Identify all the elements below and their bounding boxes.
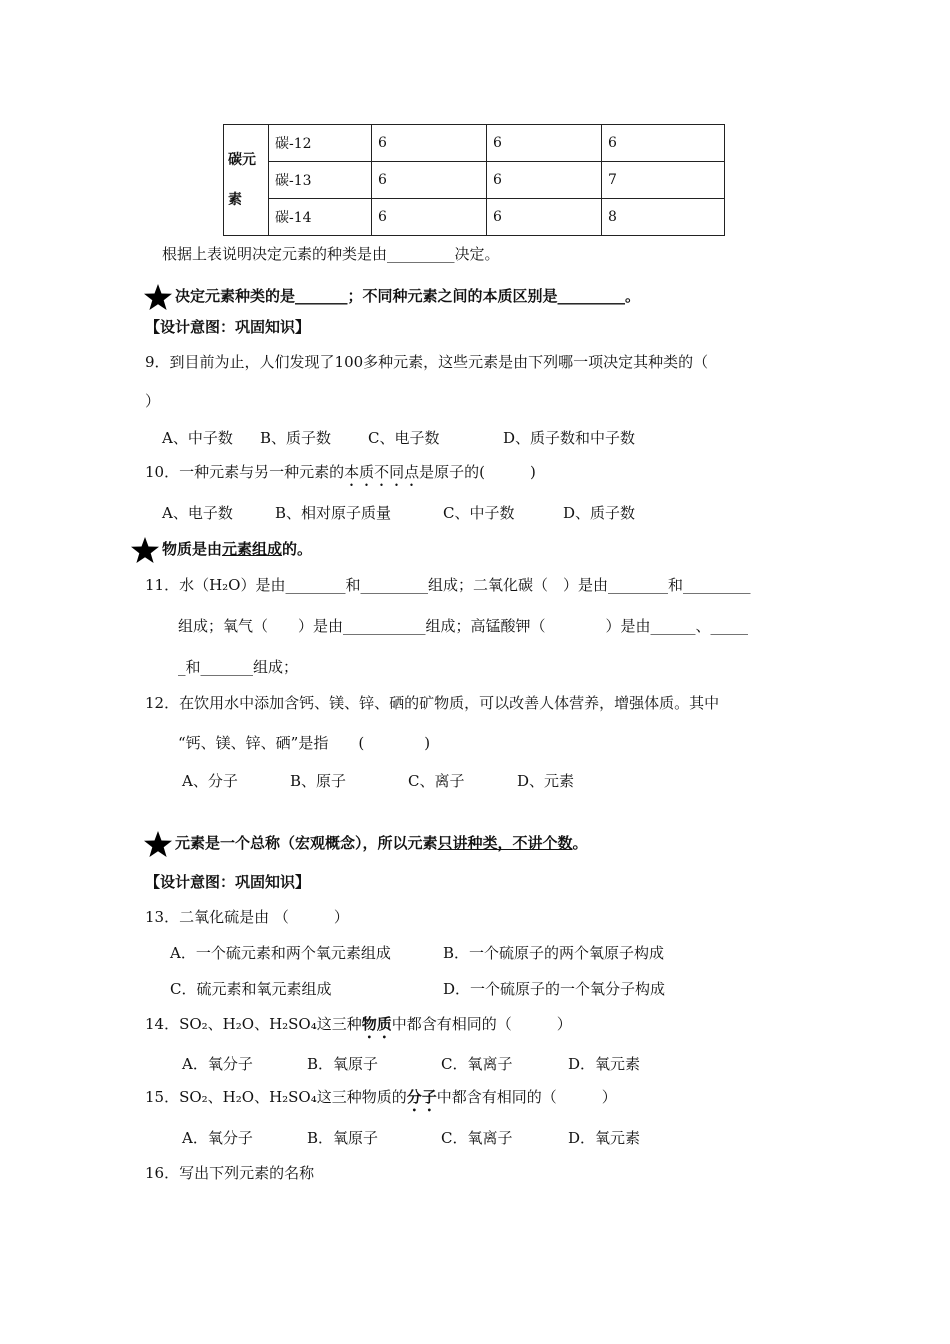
q9-option-a: A、中子数 [162,429,233,447]
q11-line-1: 11．水（H₂O）是由________和_________组成；二氧化碳（ ）是由________和_________ [145,576,751,594]
q13-option-c: C．硫元素和氧元素组成 [170,980,332,998]
q12-option-d: D、元素 [517,772,575,790]
q9-option-d: D、质子数和中子数 [503,429,636,447]
key-point-3: 元素是一个总称（宏观概念），所以元素只讲种类，不讲个数。 [143,829,588,858]
q14-option-a: A．氧分子 [182,1055,253,1073]
q12-option-c: C、离子 [408,772,465,790]
q14-option-d: D．氧元素 [568,1055,641,1073]
table-cell: 6 [372,162,487,199]
star-icon [143,830,173,858]
table-cell: 8 [602,199,725,236]
q10-option-c: C、中子数 [443,504,515,522]
q16-stem: 16．写出下列元素的名称 [145,1164,315,1182]
q13-option-d: D．一个硫原子的一个氧分子构成 [443,980,666,998]
q13-option-a: A．一个硫元素和两个氧元素组成 [170,944,391,962]
star-icon [130,536,160,564]
isotope-table [223,124,725,236]
table-row [224,199,725,236]
q12-option-a: A、分子 [182,772,238,790]
table-cell: 6 [487,125,602,162]
table-note: 根据上表说明决定元素的种类是由_________决定。 [162,245,500,263]
q9-stem-end: ） [145,392,161,410]
table-cell: 6 [487,199,602,236]
q14-option-c: C．氧离子 [441,1055,513,1073]
key-point-1: 决定元素种类的是_______；不同种元素之间的本质区别是_________。 [143,282,640,311]
design-intent-2: 【设计意图：巩固知识】 [145,873,311,891]
table-cell: 碳-13 [269,162,372,199]
q9-option-b: B、质子数 [260,429,332,447]
q10-option-a: A、电子数 [162,504,233,522]
q10-option-d: D、质子数 [563,504,636,522]
q15-option-d: D．氧元素 [568,1129,641,1147]
table-cell: 碳-14 [269,199,372,236]
element-cell: 碳元素 [224,125,269,236]
q15-option-a: A．氧分子 [182,1129,253,1147]
q14-option-b: B．氧原子 [307,1055,379,1073]
q9-stem: 9．到目前为止，人们发现了100多种元素，这些元素是由下列哪一项决定其种类的（ [145,353,709,371]
table-row [224,125,725,162]
q11-line-2: 组成；氧气（ ）是由___________组成；高锰酸钾（ ）是由______、_____ [178,617,749,635]
table-cell: 6 [487,162,602,199]
table-cell: 6 [372,199,487,236]
q11-line-3: _和_______组成； [178,658,299,676]
q10-stem: 10．一种元素与另一种元素的本质不同点是原子的( ) [145,463,536,481]
table-cell: 碳-12 [269,125,372,162]
q9-option-c: C、电子数 [368,429,440,447]
q15-stem: 15．SO₂、H₂O、H₂SO₄这三种物质的分子中都含有相同的（ ） [145,1088,617,1106]
q10-option-b: B、相对原子质量 [275,504,392,522]
q13-option-b: B．一个硫原子的两个氧原子构成 [443,944,665,962]
star-icon [143,283,173,311]
design-intent-1: 【设计意图：巩固知识】 [145,318,311,336]
q15-option-b: B．氧原子 [307,1129,379,1147]
table-cell: 6 [372,125,487,162]
q14-stem: 14．SO₂、H₂O、H₂SO₄这三种物质中都含有相同的（ ） [145,1015,572,1033]
table-row [224,162,725,199]
table-cell: 6 [602,125,725,162]
q12-line-2: “钙、镁、锌、硒”是指 ( ) [178,734,431,752]
q12-line-1: 12．在饮用水中添加含钙、镁、锌、硒的矿物质，可以改善人体营养，增强体质。其中 [145,694,720,712]
q15-option-c: C．氧离子 [441,1129,513,1147]
q12-option-b: B、原子 [290,772,347,790]
table-cell: 7 [602,162,725,199]
key-point-2: 物质是由元素组成的。 [130,535,312,564]
q13-stem: 13．二氧化硫是由 （ ） [145,908,349,926]
